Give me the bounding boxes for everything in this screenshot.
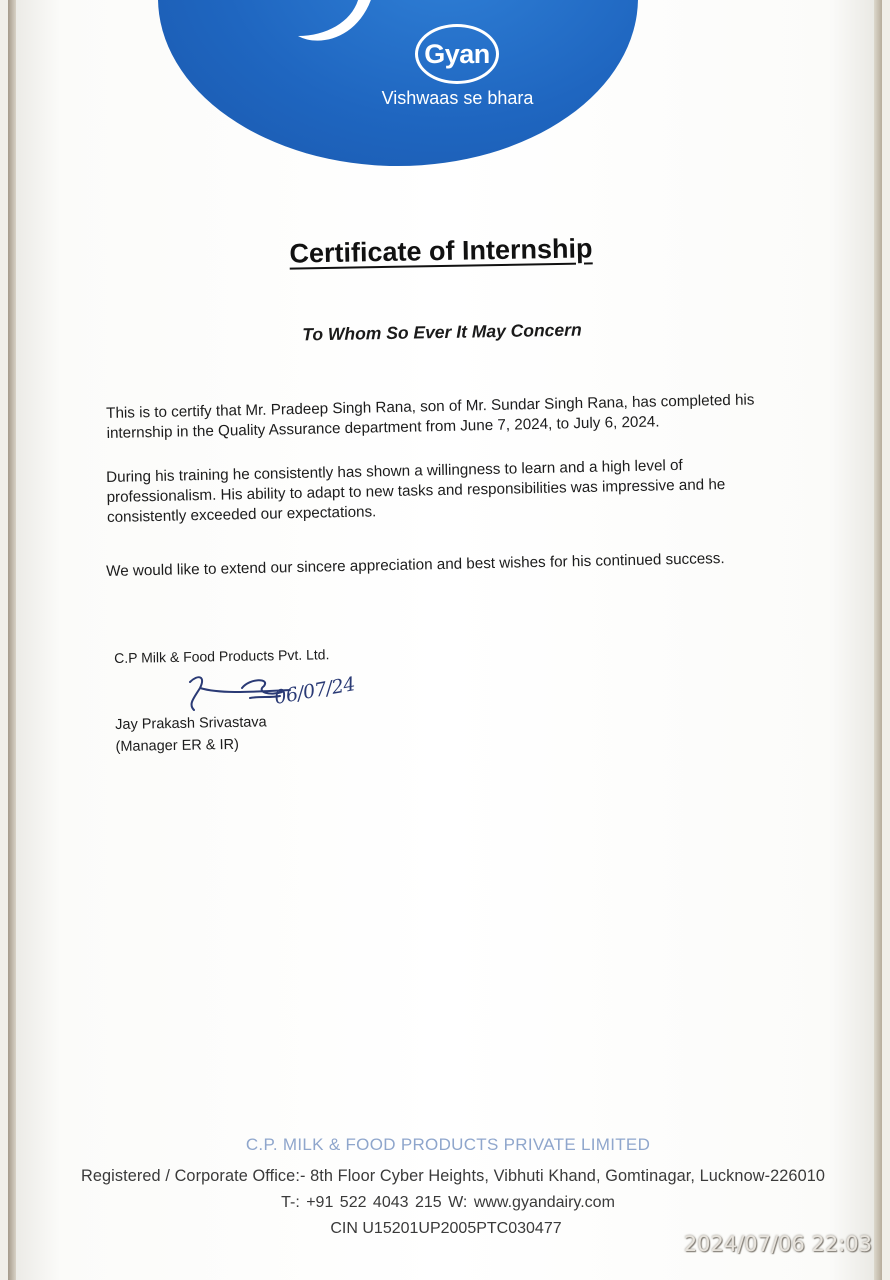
swoosh-icon bbox=[290, 0, 380, 50]
signatory-block bbox=[115, 711, 267, 758]
photo-timestamp: 2024/07/06 22:03 bbox=[683, 1232, 872, 1256]
signatory-name: Jay Prakash Srivastava bbox=[115, 714, 267, 733]
issuing-company: C.P Milk & Food Products Pvt. Ltd. bbox=[114, 646, 330, 666]
certificate-page bbox=[8, 0, 882, 1280]
brand-tagline: Vishwaas se bhara bbox=[381, 88, 534, 108]
gyan-logo bbox=[415, 24, 499, 84]
paragraph-certification: This is to certify that Mr. Pradeep Singh Rana, son of Mr. Sundar Singh Rana, has completed his internship in the Quality Assurance department from June 7, 2024, to July 6, 2024. bbox=[106, 391, 755, 442]
footer-company-name: C.P. MILK & FOOD PRODUCTS PRIVATE LIMITED bbox=[245, 1135, 651, 1154]
signature-date: 06/07/24 bbox=[272, 673, 357, 709]
page-edge-right bbox=[874, 0, 882, 1280]
logo-text: Gyan bbox=[424, 38, 490, 69]
paragraph-training: During his training he consistently has shown a willingness to learn and a high level of professionalism. His ability to adapt to new tasks and responsibilities was impressive and he consistently exceeded our expectations. bbox=[106, 456, 726, 526]
brand-header-shape bbox=[158, 0, 638, 166]
signatory-title: (Manager ER & IR) bbox=[115, 736, 239, 755]
footer-cin: CIN U15201UP2005PTC030477 bbox=[330, 1220, 562, 1237]
paragraph-wishes: We would like to extend our sincere appreciation and best wishes for his continued success. bbox=[106, 550, 725, 580]
page-edge-left bbox=[8, 0, 16, 1280]
certificate-title: Certificate of Internship bbox=[289, 233, 593, 269]
salutation: To Whom So Ever It May Concern bbox=[302, 319, 582, 345]
footer-contact: T-: +91 522 4043 215 W: www.gyandairy.com bbox=[281, 1194, 615, 1211]
footer-address: Registered / Corporate Office:- 8th Floor Cyber Heights, Vibhuti Khand, Gomtinagar, Lucknow-226010 bbox=[80, 1167, 826, 1185]
